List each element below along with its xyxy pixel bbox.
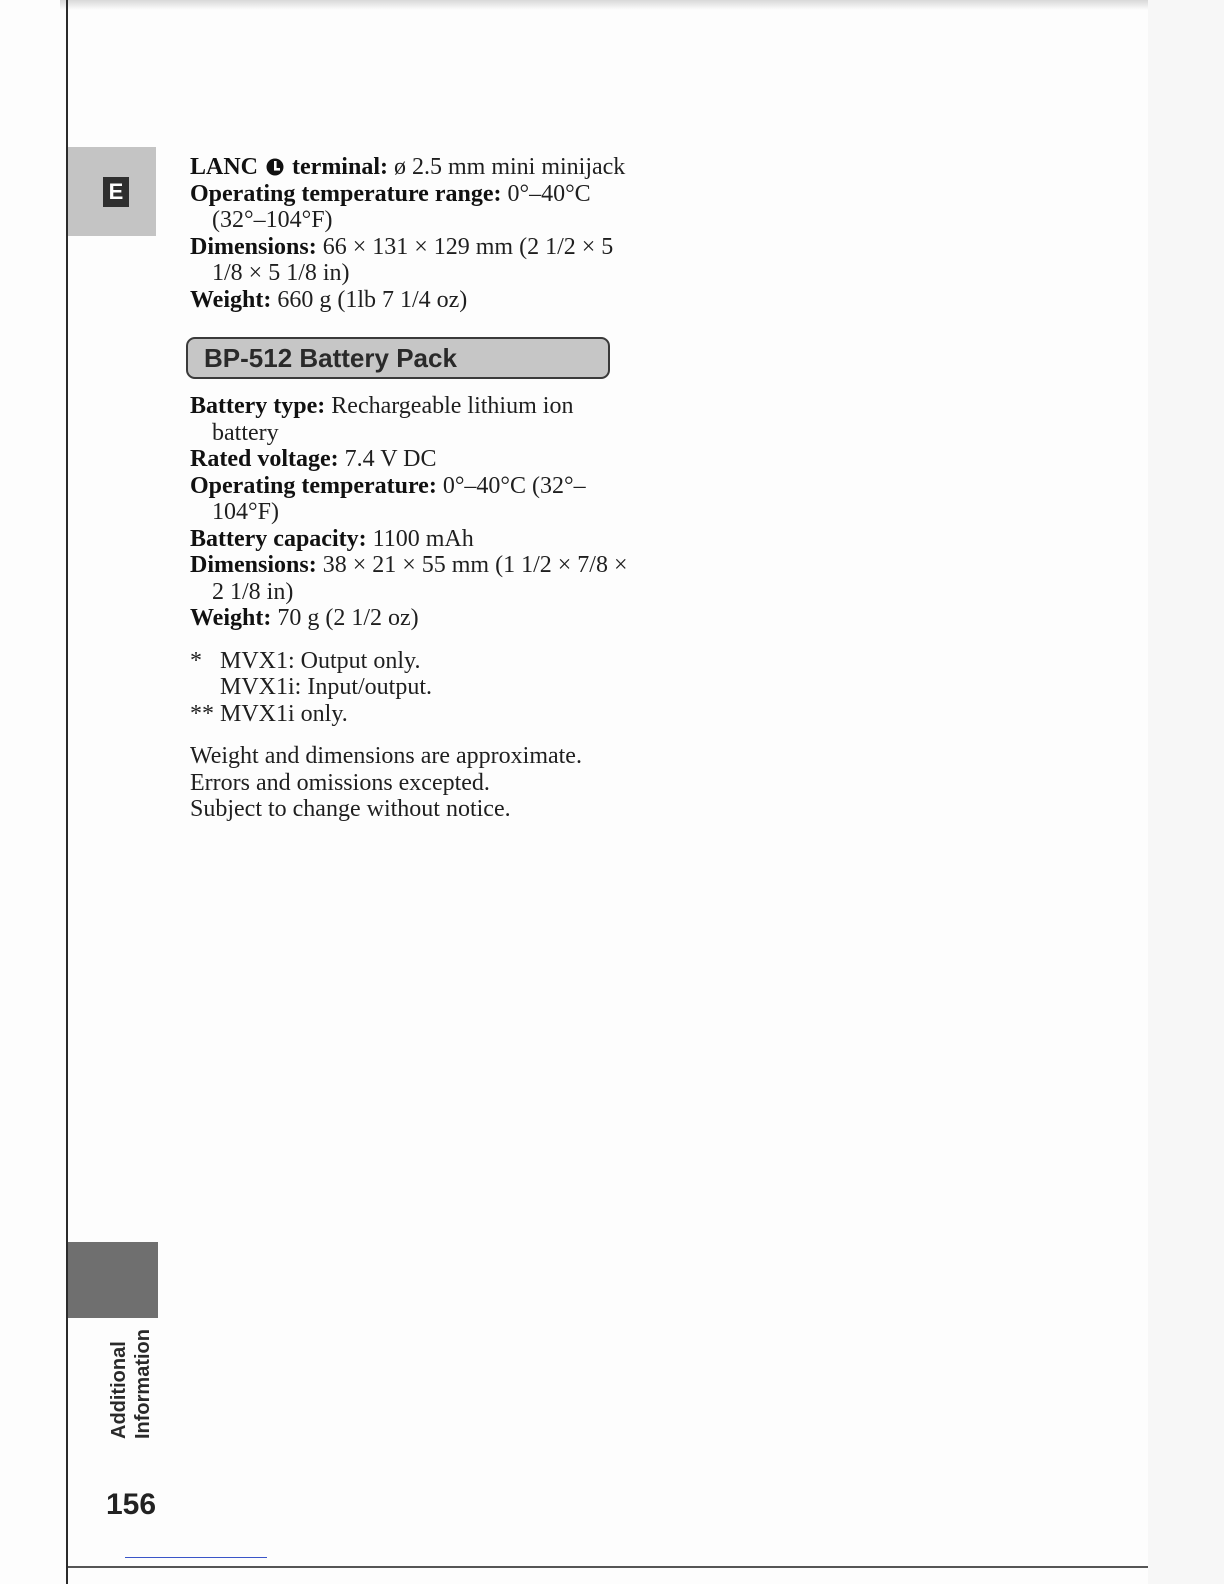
spec-content (190, 154, 630, 823)
spec-label: Weight: (190, 286, 272, 313)
spec-operating-temperature (190, 473, 630, 526)
spec-label: Rated voltage: (190, 446, 339, 472)
spec-value: 660 g (1lb 7 1/4 oz) (271, 286, 468, 313)
spec-value: 0°–40°C (32°–104°F) (212, 472, 586, 525)
disclaimer-line: Errors and omissions excepted. (190, 769, 490, 796)
footnote-text: MVX1i: Input/output. (220, 674, 433, 700)
spec-label: Operating temperature range: (190, 180, 502, 207)
section-label-line: Information (132, 1329, 154, 1439)
page-margin-shade (1148, 0, 1224, 1584)
spec-label-suffix: terminal: (286, 154, 388, 180)
spec-value: 7.4 V DC (338, 446, 437, 472)
spec-label: Operating temperature: (190, 472, 437, 499)
spec-label: Weight: (190, 605, 272, 631)
spec-operating-temperature-range (190, 181, 630, 234)
spec-value: 38 × 21 × 55 mm (1 1/2 × 7/8 × 2 1/8 in) (212, 552, 628, 605)
footnote-text: MVX1: Output only. (220, 647, 421, 674)
footnotes (190, 648, 630, 728)
scan-top-edge (60, 0, 1160, 10)
spec-weight (190, 287, 630, 314)
spec-value: 0°–40°C (32°–104°F) (212, 180, 591, 233)
spec-battery-type (190, 393, 630, 446)
footnote (190, 701, 630, 728)
spec-label: Battery capacity: (190, 525, 367, 552)
page-bottom-line (68, 1566, 1148, 1568)
footnote-mark (190, 674, 220, 701)
spec-battery-capacity (190, 526, 630, 553)
spec-value: ø 2.5 mm mini minijack (387, 154, 626, 180)
disclaimer-line: Weight and dimensions are approximate. (190, 743, 582, 769)
spec-value: Rechargeable lithium ion battery (212, 393, 574, 446)
page-number: 156 (106, 1488, 157, 1521)
spec-lanc-terminal (190, 154, 630, 181)
spec-rated-voltage (190, 446, 630, 473)
footnote (190, 648, 630, 675)
lanc-icon (266, 158, 284, 176)
battery-pack-heading: BP-512 Battery Pack (186, 337, 610, 379)
spec-label: Dimensions: (190, 233, 317, 260)
spec-value: 1100 mAh (366, 525, 474, 552)
disclaimer (190, 743, 630, 823)
spec-value: 70 g (2 1/2 oz) (271, 605, 419, 631)
spec-label: Battery type: (190, 393, 326, 419)
footnote-mark: * (190, 647, 202, 674)
section-label (107, 1279, 155, 1439)
section-label-line: Additional (108, 1341, 130, 1439)
page-footer-rule (125, 1557, 267, 1558)
spec-battery-weight (190, 605, 630, 632)
spec-value: 66 × 131 × 129 mm (2 1/2 × 5 1/8 × 5 1/8 in) (212, 233, 614, 286)
language-badge: E (103, 177, 129, 207)
footnote (190, 674, 630, 701)
spec-label: Dimensions: (190, 552, 317, 578)
footnote-text: MVX1i only. (220, 700, 348, 727)
page-spine-line (66, 0, 68, 1584)
disclaimer-line: Subject to change without notice. (190, 796, 511, 822)
spec-dimensions (190, 234, 630, 287)
footnote-mark: ** (190, 700, 214, 727)
spec-label: LANC (190, 154, 259, 180)
spec-battery-dimensions (190, 552, 630, 605)
